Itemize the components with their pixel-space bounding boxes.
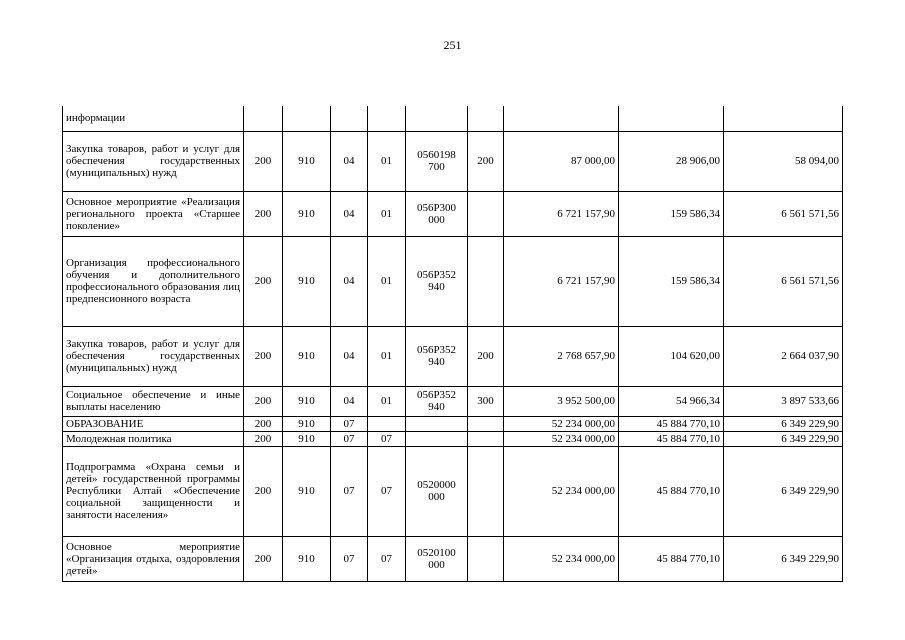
target-article-cell: 056P352 940 <box>406 386 468 416</box>
target-article-cell: 056P352 940 <box>406 326 468 386</box>
code-cell: 200 <box>244 326 283 386</box>
code-cell: 910 <box>283 131 331 191</box>
expense-type-cell: 200 <box>468 326 504 386</box>
code-cell: 07 <box>331 446 368 536</box>
row-name: Основное мероприятие «Организация отдыха, оздоровления детей» <box>63 536 244 581</box>
target-article-cell: 056P352 940 <box>406 236 468 326</box>
amount-cell: 3 952 500,00 <box>504 386 619 416</box>
target-article-cell <box>406 431 468 446</box>
expense-type-cell: 200 <box>468 131 504 191</box>
expense-type-cell <box>468 536 504 581</box>
code-cell: 910 <box>283 386 331 416</box>
amount-cell: 45 884 770,10 <box>619 536 724 581</box>
amount-cell: 159 586,34 <box>619 236 724 326</box>
code-cell: 07 <box>368 536 406 581</box>
table-row <box>63 236 843 326</box>
row-name: Основное мероприятие «Реализация регионального проекта «Старшее поколение» <box>63 191 244 236</box>
table-row <box>63 106 843 131</box>
table-row <box>63 191 843 236</box>
amount-cell: 104 620,00 <box>619 326 724 386</box>
code-cell: 07 <box>368 446 406 536</box>
amount-cell: 58 094,00 <box>724 131 843 191</box>
code-cell: 910 <box>283 326 331 386</box>
code-cell <box>244 106 283 131</box>
budget-table <box>62 106 843 582</box>
code-cell: 910 <box>283 431 331 446</box>
code-cell: 04 <box>331 326 368 386</box>
amount-cell: 6 561 571,56 <box>724 236 843 326</box>
code-cell: 200 <box>244 416 283 431</box>
code-cell: 910 <box>283 446 331 536</box>
amount-cell: 52 234 000,00 <box>504 416 619 431</box>
amount-cell: 87 000,00 <box>504 131 619 191</box>
row-name: Организация профессионального обучения и дополнительного профессионального образования лиц предпенсионного возраста <box>63 236 244 326</box>
target-article-cell: 0520000 000 <box>406 446 468 536</box>
code-cell: 01 <box>368 191 406 236</box>
expense-type-cell: 300 <box>468 386 504 416</box>
table-row <box>63 536 843 581</box>
code-cell: 04 <box>331 191 368 236</box>
code-cell: 07 <box>331 416 368 431</box>
target-article-cell: 056P300 000 <box>406 191 468 236</box>
code-cell: 01 <box>368 236 406 326</box>
amount-cell: 45 884 770,10 <box>619 431 724 446</box>
amount-cell: 2 768 657,90 <box>504 326 619 386</box>
table-row <box>63 131 843 191</box>
table-row <box>63 386 843 416</box>
target-article-cell: 0560198 700 <box>406 131 468 191</box>
amount-cell: 6 561 571,56 <box>724 191 843 236</box>
code-cell: 910 <box>283 416 331 431</box>
amount-cell <box>619 106 724 131</box>
target-article-cell: 0520100 000 <box>406 536 468 581</box>
expense-type-cell <box>468 106 504 131</box>
code-cell <box>368 106 406 131</box>
code-cell: 01 <box>368 131 406 191</box>
code-cell <box>331 106 368 131</box>
amount-cell: 2 664 037,90 <box>724 326 843 386</box>
code-cell: 04 <box>331 236 368 326</box>
code-cell: 07 <box>368 431 406 446</box>
amount-cell: 6 349 229,90 <box>724 536 843 581</box>
amount-cell: 6 721 157,90 <box>504 236 619 326</box>
table-row <box>63 431 843 446</box>
amount-cell: 45 884 770,10 <box>619 416 724 431</box>
amount-cell: 3 897 533,66 <box>724 386 843 416</box>
code-cell: 07 <box>331 431 368 446</box>
table-row <box>63 446 843 536</box>
amount-cell <box>724 106 843 131</box>
code-cell: 200 <box>244 431 283 446</box>
row-name: Закупка товаров, работ и услуг для обеспечения государственных (муниципальных) нужд <box>63 326 244 386</box>
table-row <box>63 416 843 431</box>
code-cell: 910 <box>283 191 331 236</box>
amount-cell: 6 349 229,90 <box>724 431 843 446</box>
row-name: ОБРАЗОВАНИЕ <box>63 416 244 431</box>
amount-cell <box>504 106 619 131</box>
code-cell: 200 <box>244 131 283 191</box>
amount-cell: 6 349 229,90 <box>724 416 843 431</box>
row-name: информации <box>63 106 244 131</box>
code-cell: 07 <box>331 536 368 581</box>
amount-cell: 45 884 770,10 <box>619 446 724 536</box>
amount-cell: 54 966,34 <box>619 386 724 416</box>
code-cell: 01 <box>368 386 406 416</box>
amount-cell: 52 234 000,00 <box>504 536 619 581</box>
expense-type-cell <box>468 431 504 446</box>
expense-type-cell <box>468 446 504 536</box>
row-name: Подпрограмма «Охрана семьи и детей» государственной программы Республики Алтай «Обеспечение социальной защищенности и занятости населения» <box>63 446 244 536</box>
code-cell: 200 <box>244 236 283 326</box>
row-name: Закупка товаров, работ и услуг для обеспечения государственных (муниципальных) нужд <box>63 131 244 191</box>
code-cell: 200 <box>244 191 283 236</box>
table-row <box>63 326 843 386</box>
amount-cell: 28 906,00 <box>619 131 724 191</box>
code-cell: 910 <box>283 236 331 326</box>
amount-cell: 6 721 157,90 <box>504 191 619 236</box>
code-cell: 200 <box>244 536 283 581</box>
target-article-cell <box>406 106 468 131</box>
code-cell: 200 <box>244 446 283 536</box>
expense-type-cell <box>468 191 504 236</box>
code-cell: 01 <box>368 326 406 386</box>
code-cell: 200 <box>244 386 283 416</box>
code-cell <box>283 106 331 131</box>
row-name: Молодежная политика <box>63 431 244 446</box>
amount-cell: 52 234 000,00 <box>504 446 619 536</box>
page-number: 251 <box>443 38 462 52</box>
amount-cell: 159 586,34 <box>619 191 724 236</box>
target-article-cell <box>406 416 468 431</box>
code-cell <box>368 416 406 431</box>
expense-type-cell <box>468 416 504 431</box>
amount-cell: 52 234 000,00 <box>504 431 619 446</box>
expense-type-cell <box>468 236 504 326</box>
code-cell: 04 <box>331 386 368 416</box>
code-cell: 04 <box>331 131 368 191</box>
code-cell: 910 <box>283 536 331 581</box>
amount-cell: 6 349 229,90 <box>724 446 843 536</box>
row-name: Социальное обеспечение и иные выплаты населению <box>63 386 244 416</box>
